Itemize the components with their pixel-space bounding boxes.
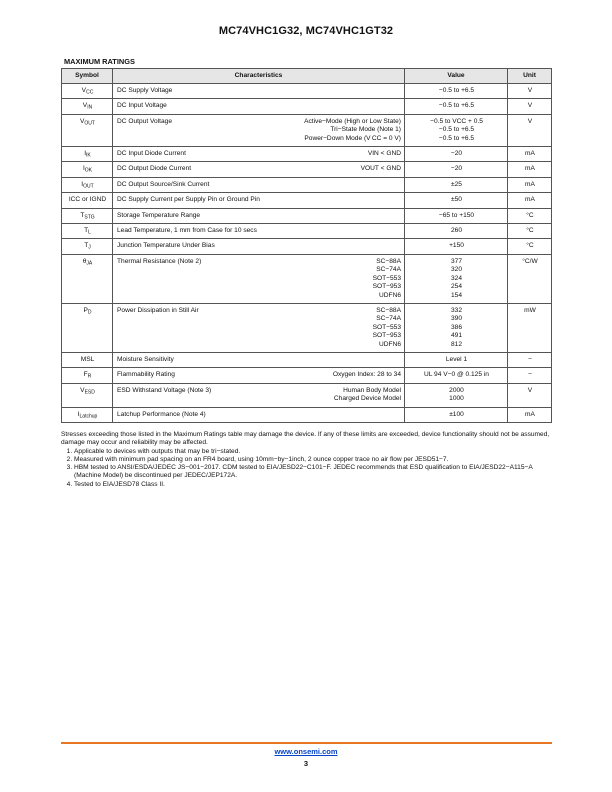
symbol-subscript: Latchup xyxy=(79,413,98,420)
note-item: 1. Applicable to devices with outputs that may be tri−stated. xyxy=(74,448,553,456)
document-title: MC74VHC1G32, MC74VHC1GT32 xyxy=(218,25,394,37)
condition-text: SC−74A xyxy=(376,266,401,274)
table-row xyxy=(62,407,552,422)
symbol-cell xyxy=(62,352,113,367)
characteristic-cell xyxy=(113,114,405,146)
condition-text: SOT−953 xyxy=(372,283,401,291)
table-row xyxy=(62,99,552,114)
symbol-text: T xyxy=(80,211,85,219)
value-text: 390 xyxy=(450,315,462,323)
characteristic-cell xyxy=(113,407,405,422)
notes-list xyxy=(61,448,553,489)
header-unit: Unit xyxy=(508,69,552,84)
characteristic-cell xyxy=(113,254,405,303)
symbol-cell xyxy=(62,368,113,383)
table-row xyxy=(62,303,552,352)
characteristic-text: Latchup Performance (Note 4) xyxy=(117,410,206,418)
table-row xyxy=(62,352,552,367)
characteristic-text: Power Dissipation in Still Air xyxy=(117,306,199,314)
value-text: +150 xyxy=(449,242,464,250)
table-row xyxy=(62,162,552,177)
note-item: 3. HBM tested to ANSI/ESDA/JEDEC JS−001−2017. CDM tested to EIA/JESD22−C101−F. JEDEC recommends that ESD qualification to EIA/JESD22−A115−A (Machine Model) be discontinued per JEDEC/JEP172A. xyxy=(74,464,553,481)
symbol-text: F xyxy=(83,371,88,379)
characteristic-cell xyxy=(113,193,405,208)
table-row xyxy=(62,193,552,208)
symbol-cell xyxy=(62,239,113,254)
characteristic-text: DC Output Source/Sink Current xyxy=(117,180,210,188)
characteristic-cell xyxy=(113,84,405,99)
note-item: 2. Measured with minimum pad spacing on an FR4 board, using 10mm−by−1inch, 2 ounce copper trace no air flow per JESD51−7. xyxy=(74,456,553,464)
table-row xyxy=(62,383,552,407)
unit-cell: − xyxy=(508,352,552,367)
value-cell xyxy=(405,162,508,177)
table-row xyxy=(62,208,552,223)
characteristic-cell xyxy=(113,177,405,192)
value-text: −0.5 to +6.5 xyxy=(438,102,475,110)
symbol-subscript: L xyxy=(88,229,91,236)
footer-rule xyxy=(61,742,552,744)
characteristic-cell xyxy=(113,368,405,383)
value-text: ±50 xyxy=(451,196,462,204)
value-text: 320 xyxy=(450,266,462,274)
symbol-text: I xyxy=(77,410,80,418)
value-cell xyxy=(405,303,508,352)
symbol-text: I xyxy=(84,150,87,158)
value-cell xyxy=(405,407,508,422)
characteristic-cell xyxy=(113,147,405,162)
note-item: 4. Tested to EIA/JESD78 Class II. xyxy=(74,481,553,489)
symbol-text: V xyxy=(81,87,87,94)
condition-text: SC−88A xyxy=(376,257,401,265)
table-row xyxy=(62,239,552,254)
symbol-subscript: JA xyxy=(86,260,93,267)
symbol-cell xyxy=(62,407,113,422)
value-cell xyxy=(405,254,508,303)
symbol-cell xyxy=(62,193,113,208)
symbol-cell xyxy=(62,147,113,162)
symbol-subscript: OUT xyxy=(84,120,95,127)
unit-cell: °C xyxy=(508,239,552,254)
characteristic-text: DC Supply Current per Supply Pin or Ground Pin xyxy=(117,196,260,204)
characteristic-cell xyxy=(113,303,405,352)
symbol-subscript: IK xyxy=(86,152,91,159)
condition-text: Human Body Model xyxy=(343,386,401,394)
characteristic-cell xyxy=(113,383,405,407)
header-value: Value xyxy=(405,69,508,84)
value-cell xyxy=(405,147,508,162)
condition-text: UDFN6 xyxy=(379,340,401,348)
symbol-subscript: CC xyxy=(86,89,94,96)
condition-text: VIN < GND xyxy=(367,150,401,158)
condition-text: Oxygen Index: 28 to 34 xyxy=(332,371,401,379)
value-text: 260 xyxy=(450,227,462,235)
symbol-subscript: J xyxy=(88,244,91,251)
value-cell xyxy=(405,383,508,407)
characteristic-text: Storage Temperature Range xyxy=(117,211,201,219)
symbol-cell xyxy=(62,177,113,192)
unit-cell: mA xyxy=(508,162,552,177)
unit-cell: mA xyxy=(508,407,552,422)
unit-cell: mA xyxy=(508,177,552,192)
table-row xyxy=(62,147,552,162)
value-text: 1000 xyxy=(449,395,464,403)
condition-text: SOT−553 xyxy=(372,323,401,331)
symbol-subscript: R xyxy=(87,373,92,380)
value-text: −0.5 to VCC + 0.5 xyxy=(430,117,483,125)
value-text: Level 1 xyxy=(445,355,468,363)
table-header-row xyxy=(62,69,552,84)
symbol-cell xyxy=(62,224,113,239)
value-cell xyxy=(405,239,508,254)
value-text: 491 xyxy=(450,332,462,340)
symbol-text: T xyxy=(84,227,89,235)
characteristic-text: Thermal Resistance (Note 2) xyxy=(117,257,202,265)
unit-cell: mA xyxy=(508,193,552,208)
condition-text: VOUT < GND xyxy=(360,165,401,173)
table-row xyxy=(62,114,552,146)
value-cell xyxy=(405,208,508,223)
symbol-text: I xyxy=(81,180,84,188)
value-cell xyxy=(405,352,508,367)
characteristic-text: DC Input Diode Current xyxy=(117,150,186,158)
value-text: ±25 xyxy=(451,180,462,188)
value-text: 812 xyxy=(450,340,462,348)
value-text: 154 xyxy=(450,291,462,299)
characteristic-text: Moisture Sensitivity xyxy=(117,355,174,363)
characteristic-cell xyxy=(113,352,405,367)
header-characteristic: Characteristics xyxy=(113,69,405,84)
condition-text: SC−74A xyxy=(376,315,401,323)
characteristic-cell xyxy=(113,162,405,177)
symbol-text: I xyxy=(82,165,85,173)
section-title: MAXIMUM RATINGS xyxy=(64,57,135,66)
unit-cell: °C xyxy=(508,208,552,223)
characteristic-text: Lead Temperature, 1 mm from Case for 10 secs xyxy=(117,227,257,235)
symbol-text: ICC or IGND xyxy=(68,196,107,204)
header-symbol: Symbol xyxy=(62,69,113,84)
symbol-text: V xyxy=(82,102,88,110)
characteristic-text: DC Input Voltage xyxy=(117,102,167,110)
condition-text: SC−88A xyxy=(376,306,401,314)
value-text: 332 xyxy=(450,306,462,314)
value-cell xyxy=(405,177,508,192)
symbol-cell xyxy=(62,383,113,407)
table-row xyxy=(62,254,552,303)
symbol-text: V xyxy=(80,386,85,394)
maximum-ratings-table xyxy=(61,68,552,423)
value-cell xyxy=(405,193,508,208)
symbol-text: MSL xyxy=(80,355,95,363)
notes-intro: Stresses exceeding those listed in the Maximum Ratings table may damage the device. If any of these limits are exceeded, device functionality should not be assumed, damage may occur and reliability may be affected. xyxy=(61,431,550,447)
value-cell xyxy=(405,368,508,383)
value-text: −0.5 to +6.5 xyxy=(438,126,475,134)
unit-cell: °C/W xyxy=(508,254,552,303)
value-text: UL 94 V−0 @ 0.125 in xyxy=(424,371,489,379)
symbol-cell xyxy=(62,99,113,114)
unit-cell: mW xyxy=(508,303,552,352)
unit-cell: V xyxy=(508,383,552,407)
value-text: 2000 xyxy=(449,386,464,394)
characteristic-text: DC Supply Voltage xyxy=(117,87,173,94)
unit-cell: V xyxy=(508,114,552,146)
characteristic-cell xyxy=(113,224,405,239)
characteristic-text: Junction Temperature Under Bias xyxy=(117,242,215,250)
condition-text: Active−Mode (High or Low State) xyxy=(304,117,401,125)
symbol-cell xyxy=(62,162,113,177)
table-row xyxy=(62,177,552,192)
characteristic-text: DC Output Diode Current xyxy=(117,165,192,173)
value-text: −65 to +150 xyxy=(438,211,475,219)
value-text: 254 xyxy=(450,283,462,291)
value-cell xyxy=(405,84,508,99)
symbol-cell xyxy=(62,84,113,99)
condition-text: Power−Down Mode (V CC = 0 V) xyxy=(304,134,401,142)
characteristic-text: DC Output Voltage xyxy=(117,117,172,125)
symbol-cell xyxy=(62,114,113,146)
unit-cell: − xyxy=(508,368,552,383)
symbol-text: P xyxy=(83,306,88,314)
value-cell xyxy=(405,224,508,239)
symbol-subscript: IN xyxy=(87,104,93,111)
characteristic-cell xyxy=(113,99,405,114)
unit-cell: mA xyxy=(508,147,552,162)
table-row xyxy=(62,224,552,239)
value-text: −0.5 to +6.5 xyxy=(438,134,475,142)
condition-text: Tri−State Mode (Note 1) xyxy=(330,126,401,134)
value-text: −20 xyxy=(450,165,463,173)
value-text: 377 xyxy=(450,257,462,265)
characteristic-text: Flammability Rating xyxy=(117,371,175,379)
value-text: −0.5 to +6.5 xyxy=(438,87,475,94)
symbol-cell xyxy=(62,303,113,352)
symbol-subscript: OUT xyxy=(83,183,94,190)
symbol-subscript: STG xyxy=(84,214,95,221)
condition-text: UDFN6 xyxy=(379,291,401,299)
characteristic-text: ESD Withstand Voltage (Note 3) xyxy=(117,386,212,394)
footer-url-link[interactable]: www.onsemi.com xyxy=(274,747,338,756)
symbol-subscript: ESD xyxy=(84,389,95,396)
symbol-subscript: D xyxy=(87,309,92,316)
page-number: 3 xyxy=(303,759,309,768)
value-text: 324 xyxy=(450,274,462,282)
table-row xyxy=(62,368,552,383)
characteristic-cell xyxy=(113,239,405,254)
condition-text: Charged Device Model xyxy=(333,395,401,403)
table-row xyxy=(62,84,552,99)
condition-text: SOT−553 xyxy=(372,274,401,282)
symbol-text: T xyxy=(84,242,89,250)
value-text: 386 xyxy=(450,323,462,331)
unit-cell: V xyxy=(508,84,552,99)
characteristic-cell xyxy=(113,208,405,223)
value-cell xyxy=(405,114,508,146)
notes-block xyxy=(61,431,553,489)
value-text: ±100 xyxy=(449,410,464,418)
condition-text: SOT−953 xyxy=(372,332,401,340)
symbol-cell xyxy=(62,254,113,303)
unit-cell: V xyxy=(508,99,552,114)
symbol-subscript: OK xyxy=(84,167,93,174)
value-text: −20 xyxy=(450,150,463,158)
symbol-text: V xyxy=(80,117,85,125)
value-cell xyxy=(405,99,508,114)
symbol-text: θ xyxy=(82,257,87,265)
symbol-cell xyxy=(62,208,113,223)
unit-cell: °C xyxy=(508,224,552,239)
